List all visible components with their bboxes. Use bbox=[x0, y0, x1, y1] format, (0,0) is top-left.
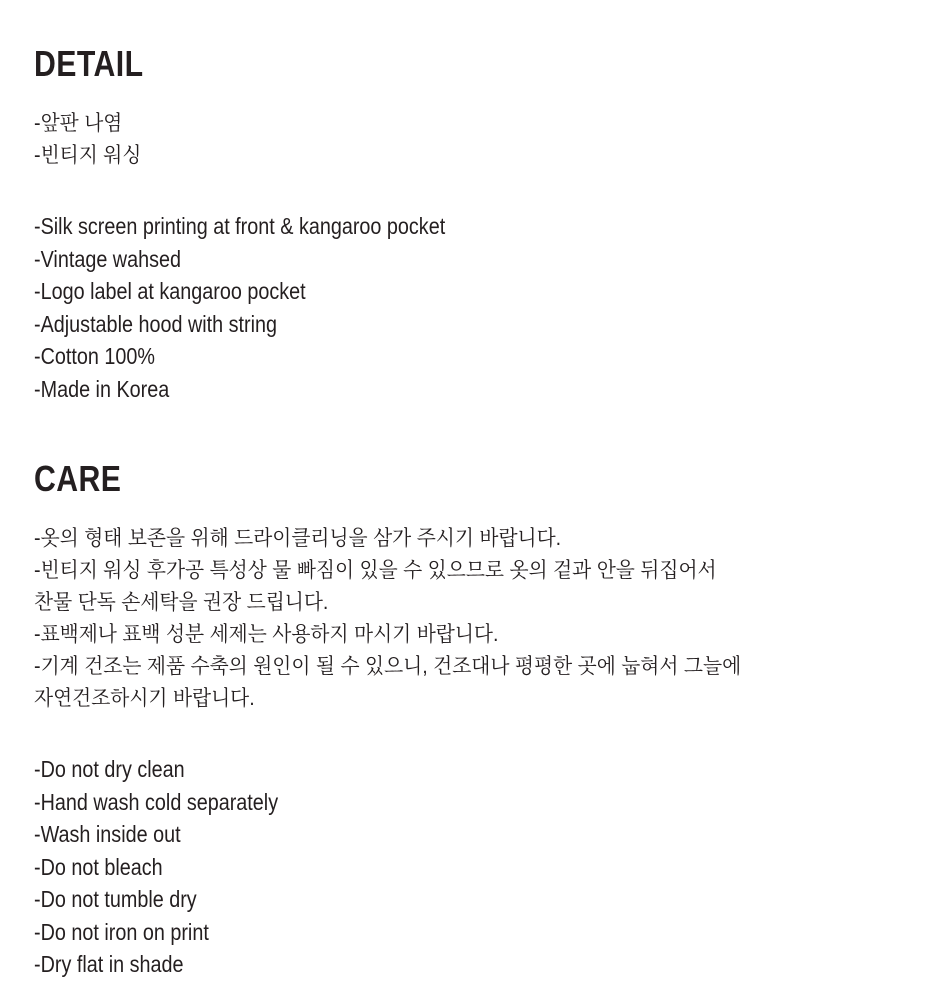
spacer bbox=[34, 715, 914, 753]
spacer bbox=[34, 405, 914, 461]
detail-ko-line: -앞판 나염 bbox=[34, 112, 123, 135]
detail-en-line: -Made in Korea bbox=[34, 375, 170, 402]
care-ko-line: -옷의 형태 보존을 위해 드라이클리닝을 삼가 주시기 바랍니다. bbox=[34, 527, 562, 550]
detail-section bbox=[34, 43, 914, 405]
care-ko-line: 찬물 단독 손세탁을 권장 드립니다. bbox=[34, 591, 329, 614]
detail-en-line: -Logo label at kangaroo pocket bbox=[34, 278, 306, 304]
detail-en-line: -Adjustable hood with string bbox=[34, 310, 278, 337]
care-ko-line: -표백제나 표백 성분 세제는 사용하지 마시기 바랍니다. bbox=[34, 623, 499, 646]
care-ko-line: -기계 건조는 제품 수축의 원인이 될 수 있으니, 건조대나 평평한 곳에 눕혀서 그늘에 bbox=[34, 655, 742, 678]
care-english-block bbox=[34, 753, 914, 981]
spacer bbox=[34, 172, 914, 210]
care-ko-line: 자연건조하시기 바랍니다. bbox=[34, 687, 255, 710]
care-section bbox=[34, 458, 914, 981]
care-heading: CARE bbox=[34, 458, 122, 499]
detail-en-line: -Cotton 100% bbox=[34, 343, 155, 369]
detail-heading: DETAIL bbox=[34, 43, 144, 84]
care-en-line: -Do not tumble dry bbox=[34, 886, 197, 912]
care-en-line: -Wash inside out bbox=[34, 821, 181, 847]
care-en-line: -Dry flat in shade bbox=[34, 951, 184, 977]
care-en-line: -Hand wash cold separately bbox=[34, 788, 279, 815]
detail-english-block bbox=[34, 210, 914, 405]
detail-korean-block bbox=[34, 108, 914, 172]
care-korean-block bbox=[34, 523, 914, 715]
care-en-line: -Do not iron on print bbox=[34, 918, 209, 945]
care-en-line: -Do not dry clean bbox=[34, 756, 185, 782]
care-en-line: -Do not bleach bbox=[34, 853, 163, 880]
detail-en-line: -Silk screen printing at front & kangaroo pocket bbox=[34, 213, 446, 239]
detail-en-line: -Vintage wahsed bbox=[34, 245, 181, 272]
care-ko-line: -빈티지 워싱 후가공 특성상 물 빠짐이 있을 수 있으므로 옷의 겉과 안을 뒤집어서 bbox=[34, 559, 717, 582]
detail-ko-line: -빈티지 워싱 bbox=[34, 144, 142, 167]
